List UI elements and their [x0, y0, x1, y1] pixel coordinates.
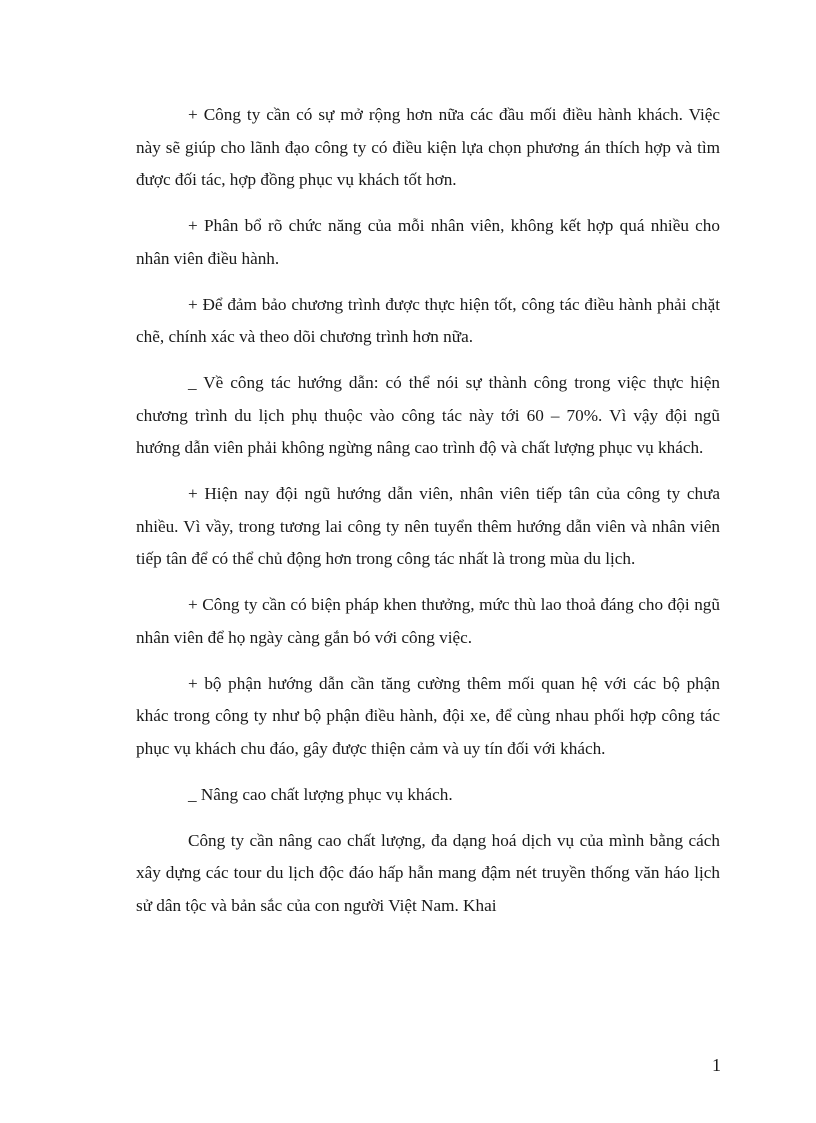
paragraph-guiding-work: _ Về công tác hướng dẫn: có thể nói sự thành công trong việc thực hiện chương trình du lịch phụ thuộc vào công tác này tới 60 – 70%. Vì vậy đội ngũ hướng dẫn viên phải không ngừng nâng cao trình độ và chất lượng phục vụ khách.	[136, 373, 720, 457]
paragraph-recruit-staff: + Hiện nay đội ngũ hướng dẫn viên, nhân viên tiếp tân của công ty chưa nhiều. Vì vầy, trong tương lai công ty nên tuyển thêm hướng dẫn viên và nhân viên tiếp tân để có thể chủ động hơn trong công tác nhất là trong mùa du lịch.	[136, 484, 720, 568]
paragraph-assign-functions: + Phân bổ rõ chức năng của mỗi nhân viên, không kết hợp quá nhiều cho nhân viên điều hành.	[136, 216, 720, 268]
paragraph-expand-contacts: + Công ty cần có sự mở rộng hơn nữa các đầu mối điều hành khách. Việc này sẽ giúp cho lãnh đạo công ty có điều kiện lựa chọn phương án thích hợp và tìm được đối tác, hợp đồng phục vụ khách tốt hơn.	[136, 105, 720, 189]
paragraph-department-relations: + bộ phận hướng dẫn cần tăng cường thêm mối quan hệ với các bộ phận khác trong công ty như bộ phận điều hành, đội xe, để cùng nhau phối hợp công tác phục vụ khách chu đáo, gây được thiện cảm và uy tín đối với khách.	[136, 673, 720, 758]
paragraph-rewards: + Công ty cần có biện pháp khen thưởng, mức thù lao thoả đáng cho đội ngũ nhân viên để họ ngày càng gắn bó với công việc.	[136, 595, 720, 647]
paragraph-service-quality-heading: _ Nâng cao chất lượng phục vụ khách.	[188, 784, 453, 804]
paragraph-strict-operation: + Để đảm bảo chương trình được thực hiện tốt, công tác điều hành phải chặt chẽ, chính xác và theo dõi chương trình hơn nữa.	[136, 294, 720, 346]
document-body	[136, 99, 720, 936]
page-number: 1	[712, 1055, 721, 1075]
paragraph-diversify-services: Công ty cần nâng cao chất lượng, đa dạng hoá dịch vụ của mình bằng cách xây dựng các tour du lịch độc đáo hấp hẫn mang đậm nét truyền thống văn háo lịch sử dân tộc và bản sắc của con người Việt Nam. Khai	[136, 830, 720, 915]
